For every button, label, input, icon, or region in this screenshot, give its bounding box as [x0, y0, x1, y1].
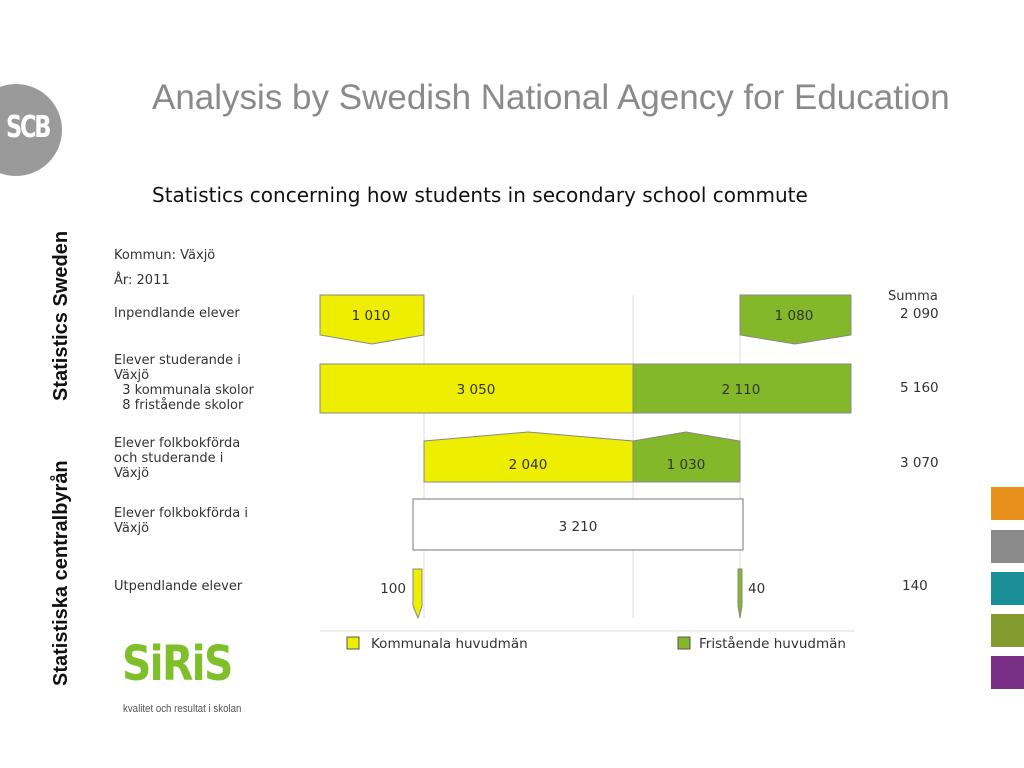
statistics-sweden-label: Statistics Sweden [50, 230, 72, 401]
legend-swatch-fristaende [678, 637, 690, 649]
page-subtitle: Statistics concerning how students in secondary school commute [152, 183, 808, 207]
scb-logo-text: SCB [6, 110, 50, 145]
sum-header: Summa [888, 289, 938, 304]
value-studerande-kommunal: 3 050 [456, 382, 496, 398]
bar-utpendlande-kommunal [413, 569, 422, 618]
side-square-purple [991, 656, 1024, 689]
legend-label-fristaende: Fristående huvudmän [699, 636, 846, 652]
value-utpendlande-kommunal: 100 [380, 581, 406, 597]
value-studerande-fristaende: 2 110 [721, 382, 761, 398]
value-folkbokforda-total: 3 210 [558, 519, 598, 535]
year-label: År: 2011 [114, 273, 170, 288]
page-title: Analysis by Swedish National Agency for Education [152, 78, 950, 117]
row-label-utpendlande: Utpendlande elever [114, 579, 243, 594]
legend-label-kommunal: Kommunala huvudmän [371, 636, 528, 652]
sum-inpendlande: 2 090 [900, 306, 939, 322]
bar-utpendlande-fristaende [738, 569, 742, 618]
side-square-gray [991, 530, 1024, 563]
value-utpendlande-fristaende: 40 [748, 581, 766, 597]
kommun-label: Kommun: Växjö [114, 248, 216, 263]
side-square-olive [991, 614, 1024, 647]
siris-tagline: kvalitet och resultat i skolan [123, 703, 242, 715]
value-inpendlande-kommunal: 1 010 [351, 308, 391, 324]
sum-utpendlande: 140 [902, 578, 928, 594]
side-square-orange [991, 487, 1024, 520]
row-label-inpendlande: Inpendlande elever [114, 306, 240, 321]
sum-studerande: 5 160 [900, 380, 939, 396]
row-label-folkbokforda-studerande: Elever folkbokförda och studerande i Växjö [114, 436, 241, 481]
row-label-folkbokforda: Elever folkbokförda i Växjö [114, 506, 249, 536]
statistiska-centralbyran-label: Statistiska centralbyrån [50, 460, 72, 686]
side-square-teal [991, 572, 1024, 605]
siris-logo: SiRiS [122, 636, 232, 692]
value-inpendlande-fristaende: 1 080 [774, 308, 814, 324]
row-label-studerande: Elever studerande i Växjö 3 kommunala skolor 8 fristående skolor [114, 353, 254, 413]
sum-folkbokforda-studerande: 3 070 [900, 455, 939, 471]
legend-swatch-kommunal [347, 637, 359, 649]
value-folkbokforda-studerande-kommunal: 2 040 [508, 457, 548, 473]
value-folkbokforda-studerande-fristaende: 1 030 [666, 457, 706, 473]
